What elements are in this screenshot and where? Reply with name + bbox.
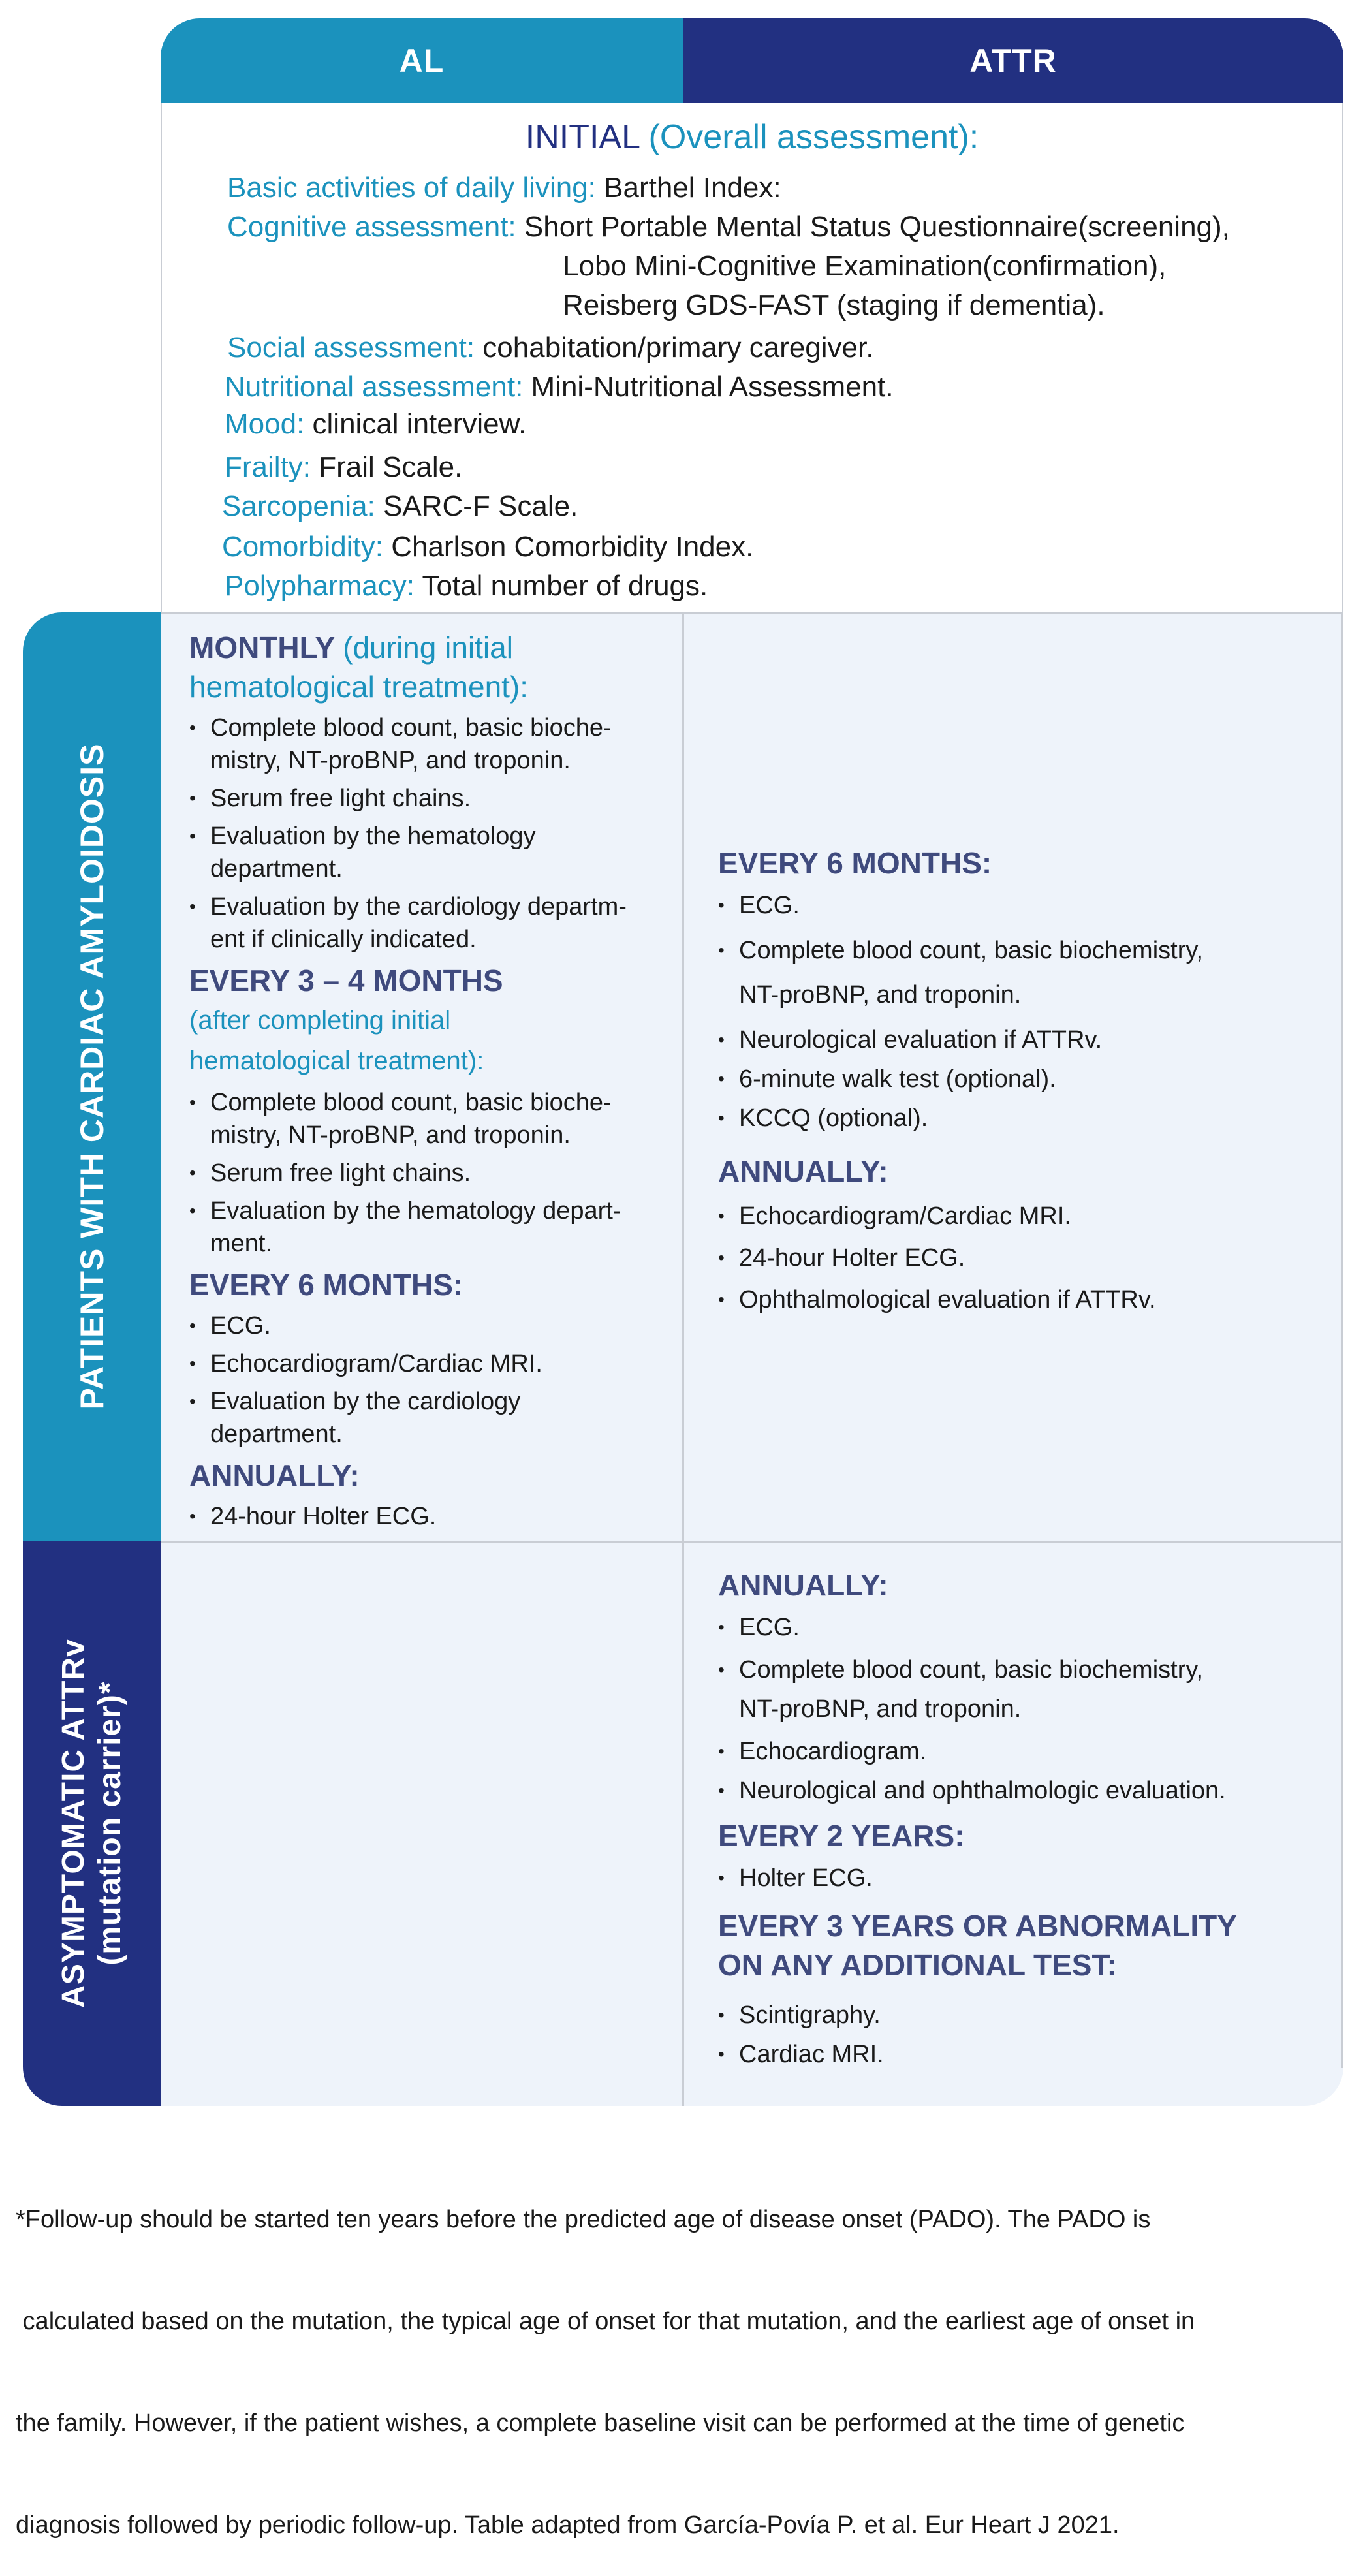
attr-asym-2y-list <box>718 1862 1332 1894</box>
initial-item-adl <box>227 168 781 208</box>
initial-item-frailty <box>225 448 462 487</box>
column-header-attr <box>683 18 1343 103</box>
list-item: • 6-minute walk test (optional). <box>718 1063 1332 1095</box>
list-item: • Complete blood count, basic bioche- mistry, NT-proBNP, and troponin. <box>189 1086 672 1152</box>
row-label-cardiac-text: PATIENTS WITH CARDIAC AMYLOIDOSIS <box>73 743 110 1410</box>
column-header-al <box>161 18 683 103</box>
al-annual-list <box>189 1500 672 1533</box>
initial-item-cognitive-cont-1: Lobo Mini-Cognitive Examination(confirmation), <box>563 250 1167 282</box>
initial-item-label: Cognitive assessment: <box>227 211 516 243</box>
list-item: • Evaluation by the hematology depart- ment. <box>189 1195 672 1260</box>
initial-item-nutritional <box>225 368 894 407</box>
initial-item-polypharmacy <box>225 567 708 606</box>
initial-item-text: SARC-F Scale. <box>383 490 578 522</box>
initial-item-label: Mood: <box>225 408 305 440</box>
attr-asym-annual-list <box>718 1611 1332 1807</box>
list-item: • Neurological and ophthalmologic evaluation. <box>718 1774 1332 1807</box>
list-item: • Complete blood count, basic biochemistry, NT-proBNP, and troponin. <box>718 928 1332 1017</box>
list-item: • Complete blood count, basic biochemistry, NT-proBNP, and troponin. <box>718 1650 1332 1729</box>
list-item: • 24-hour Holter ECG. <box>718 1242 1332 1274</box>
list-item: • Holter ECG. <box>718 1862 1332 1894</box>
list-item: • ECG. <box>718 889 1332 922</box>
grid-line-h2 <box>161 1541 1343 1543</box>
row-label-asymptomatic-text <box>55 1639 129 2008</box>
initial-item-mood <box>225 405 526 444</box>
list-item: • Ophthalmological evaluation if ATTRv. <box>718 1283 1332 1316</box>
initial-item-text: clinical interview. <box>312 408 527 440</box>
attr-asymptomatic-content <box>718 1565 1332 2077</box>
initial-subtitle-text: (Overall assessment): <box>648 118 979 156</box>
list-item: • ECG. <box>718 1611 1332 1644</box>
attr-asym-3y-heading-line2: ON ANY ADDITIONAL TEST: <box>718 1948 1117 1982</box>
attr-annual-list <box>718 1200 1332 1316</box>
attr-6m-heading: EVERY 6 MONTHS: <box>718 846 992 880</box>
initial-item-sarcopenia <box>222 487 578 526</box>
attr-asym-3y-list <box>718 1999 1332 2071</box>
al-monthly-sub2: hematological treatment): <box>189 670 529 704</box>
footnote-line: *Follow-up should be started ten years before the predicted age of disease onset (PADO). The PADO is <box>16 2206 1151 2233</box>
al-6m-heading: EVERY 6 MONTHS: <box>189 1268 463 1302</box>
list-item: • Cardiac MRI. <box>718 2038 1332 2071</box>
al-monthly-list <box>189 712 672 956</box>
list-item: • KCCQ (optional). <box>718 1102 1332 1135</box>
grid-line-v-middle <box>682 612 684 2106</box>
list-item: • Complete blood count, basic bioche- mistry, NT-proBNP, and troponin. <box>189 712 672 777</box>
attr-6m-list <box>718 889 1332 1135</box>
column-header-attr-label: ATTR <box>969 42 1057 79</box>
al-6m-list <box>189 1310 672 1451</box>
initial-item-comorbidity <box>222 527 753 567</box>
footnote-line: the family. However, if the patient wishes, a complete baseline visit can be performed at the time of genetic <box>16 2410 1185 2437</box>
row-label-asymptomatic-line2: (mutation carrier)* <box>92 1681 127 1966</box>
initial-title <box>162 116 1342 158</box>
list-item: • Echocardiogram/Cardiac MRI. <box>718 1200 1332 1233</box>
al-monthly-heading <box>189 628 672 667</box>
initial-item-label: Frailty: <box>225 451 311 483</box>
list-item: • Echocardiogram/Cardiac MRI. <box>189 1347 672 1380</box>
list-item: • 24-hour Holter ECG. <box>189 1500 672 1533</box>
al-q34-heading: EVERY 3 – 4 MONTHS <box>189 964 503 997</box>
list-item: • Neurological evaluation if ATTRv. <box>718 1024 1332 1056</box>
initial-title-text: INITIAL <box>525 118 640 156</box>
footnote-line: diagnosis followed by periodic follow-up. Table adapted from García-Povía P. et al. Eur Heart J 2021. <box>16 2511 1120 2539</box>
row-label-asymptomatic <box>23 1541 161 2106</box>
al-monthly-sub1: (during initial <box>343 631 513 665</box>
list-item: • Echocardiogram. <box>718 1735 1332 1768</box>
initial-item-label: Sarcopenia: <box>222 490 375 522</box>
footnote <box>16 2135 1354 2576</box>
grid-line-h1 <box>161 612 1343 614</box>
al-q34-list <box>189 1086 672 1260</box>
column-header-al-label: AL <box>399 42 445 79</box>
al-annual-heading: ANNUALLY: <box>189 1458 360 1492</box>
initial-assessment-panel <box>161 103 1343 612</box>
al-q34-sub2: hematological treatment): <box>189 1046 484 1075</box>
initial-item-text: cohabitation/primary caregiver. <box>482 332 874 364</box>
attr-asym-2y-heading: EVERY 2 YEARS: <box>718 1819 965 1853</box>
initial-item-text: Total number of drugs. <box>422 570 708 602</box>
attr-asym-3y-heading-line1: EVERY 3 YEARS OR ABNORMALITY <box>718 1909 1237 1943</box>
attr-annual-heading: ANNUALLY: <box>718 1154 888 1188</box>
initial-item-label: Nutritional assessment: <box>225 371 524 403</box>
al-q34-sub1: (after completing initial <box>189 1006 451 1035</box>
al-cardiac-content <box>189 628 672 1538</box>
cell-al-asymptomatic <box>161 1541 683 2106</box>
initial-item-label: Social assessment: <box>227 332 475 364</box>
initial-item-text: Short Portable Mental Status Questionnaire(screening), <box>524 211 1230 243</box>
footnote-line: calculated based on the mutation, the typical age of onset for that mutation, and the earliest age of onset in <box>16 2308 1195 2335</box>
attr-asym-3y-heading <box>718 1906 1332 1985</box>
initial-item-text: Charlson Comorbidity Index. <box>391 531 754 563</box>
list-item: • ECG. <box>189 1310 672 1342</box>
row-label-asymptomatic-line1: ASYMPTOMATIC ATTRv <box>55 1639 91 2008</box>
initial-item-text: Frail Scale. <box>319 451 463 483</box>
al-monthly-title: MONTHLY <box>189 631 335 665</box>
list-item: • Scintigraphy. <box>718 1999 1332 2032</box>
initial-item-social <box>227 328 873 368</box>
initial-item-cognitive <box>227 208 1230 247</box>
list-item: • Evaluation by the cardiology department. <box>189 1385 672 1451</box>
attr-cardiac-content <box>718 843 1332 1325</box>
initial-item-label: Comorbidity: <box>222 531 383 563</box>
list-item: • Evaluation by the cardiology departm- ent if clinically indicated. <box>189 890 672 956</box>
initial-item-label: Basic activities of daily living: <box>227 172 596 204</box>
initial-item-cognitive-cont-2: Reisberg GDS-FAST (staging if dementia). <box>563 289 1105 321</box>
list-item: • Serum free light chains. <box>189 1157 672 1189</box>
grid-line-v-right <box>1341 612 1343 2068</box>
initial-item-text: Mini-Nutritional Assessment. <box>531 371 894 403</box>
attr-asym-annual-heading: ANNUALLY: <box>718 1568 888 1602</box>
row-label-cardiac <box>23 612 161 1541</box>
initial-item-text: Barthel Index: <box>604 172 781 204</box>
list-item: • Evaluation by the hematology department. <box>189 820 672 885</box>
list-item: • Serum free light chains. <box>189 782 672 815</box>
initial-item-label: Polypharmacy: <box>225 570 415 602</box>
